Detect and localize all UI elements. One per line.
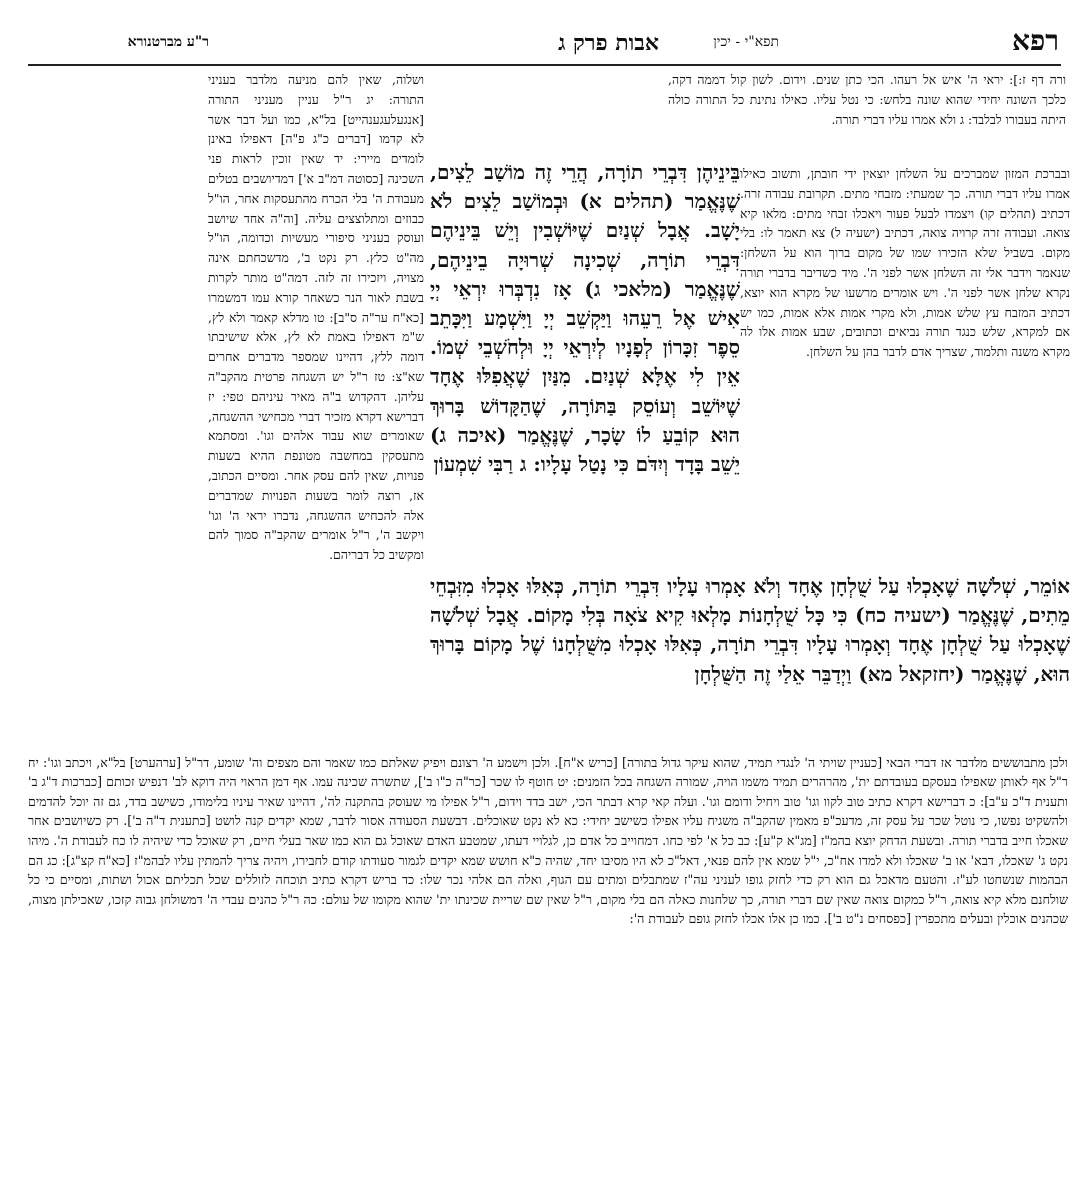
mishnah-wide	[430, 572, 1070, 740]
mishnah-wide-text: אוֹמֵר, שְׁלֹשָׁה שֶׁאָכְלוּ עַל שֻׁלְחָן אֶחָד וְלֹא אָמְרוּ עָלָיו דִּבְרֵי תוֹרָה, כְּאִלּוּ אָכְלוּ מִזִּבְחֵי מֵתִים, שֶׁנֶּאֱמַר (ישעיה כח) כִּי כָּל שֻׁלְחָנוֹת מָלְאוּ קִיא צֹאָה בְּלִי מָקוֹם. אֲבָל שְׁלֹשָׁה שֶׁאָכְלוּ עַל שֻׁלְחָן אֶחָד וְאָמְרוּ עָלָיו דִּבְרֵי תוֹרָה, כְּאִלּוּ אָכְלוּ מִשֻּׁלְחָנוֹ שֶׁל מָקוֹם בָּרוּךְ הוּא, שֶׁנֶּאֱמַר (יחזקאל מא) וַיְדַבֵּר אֵלַי זֶה הַשֻּׁלְחָן	[430, 574, 1070, 686]
page-title: אבות פרק ג	[558, 30, 659, 56]
bartenura-column	[740, 164, 1070, 571]
bartenura-top-text: ורה דף ז:]: יראי ה' איש אל רעהו. הכי כתן שנים. וידום. לשון קול דממה דקה, כלכך השונה יחידי שהוא שונה בלחש: כי נטל עליו. כאילו נתינת כל התורה כולה היתה בעבורו לבלבד: ג ולא אמרו עליו דברי תורה.	[668, 72, 1066, 127]
footnotes-text: ולכן מתבוששים מלדבר אז דברי הבאי [כעניין שויתי ה' לנגדי תמיד, שהוא עיקר גדול בתורה] [כריש א"ח]. ולכן וישמע ה' רצונם ויפיק שאלתם כמו שאמר והם מצפים וה' שומע, דר"ל [ערהערט] בל"א, ויכתב וגו': יח ר"ל אף לאותן שאפילו בעסקם בעובדתם ית', מהרהרים תמיד משמו הויה, שמורה השגחה בכל הזמנים: יט חוטף לו שכר [כר"ה כ"ו ב'], שתשרה שכינה עמו. אף דמן הראוי היה דוקא לב' דנפיש זכותם [כברכות ד"ג ב' ותענית ד"כ ע"ב]: כ דברישא דקרא כתיב טוב לקוו וגו' טוב ויחיל ודומם וגו'. ועלה קאי קרא דבתר הכי, ישב בדד וידום, ר"ל אפילו מי שעוסק בהתקנה לה', דהיינו שאיר עיניו בלימודו, כשישב בדד, גם זה יוכל להדמים ולהשקיט נפשו, כי נוטל שכר על עסק זה, מדעכ"פ מאמין שהקב"ה משגיח עליו אפילו כשישב יחידי: כא לא נקט שאוכלים. דבשעת הסעודה אסור לדבר, שמא יקדים קנה לושט [כתענית ד"ה ב']. רק כשיושבים אחר שאכלו חייב בדברי תורה. ובשעת הדחק יוצא בהמ"ז [מג"א ק"ע]: כב כל א' לפי כחו. דמחוייב כל אדם כן, לגלויי דעתו, שמטבע האדם שאוכל גם הוא כמו שאר בעלי חיים, רק שאוכל כדי שיהיה לו כח לעבודת ה'. מיהו נקט ג' שאכלו, דבא' או ב' שאכלו ולא למדו אח"כ, י"ל שמא אין להם פנאי, דאל"כ לא היו מסיבו יחד, שהיה כ"א חושש שמא יקדים לגמור סעודתו קודם לחבירו, ויהיה צריך להמתין עליו לבהמ"ז [כא"ח קצ"ג]: כג הם הבהמות שנשחטו לע"ז. והטעם מדאכל גם הוא רק כדי לחזק גופו לעניני עה"ז שמתבלים ומתים עם הגוף, ואלה הם אלהי נכר שלו: כד בריש דקרא כתיב תוכחה לזוללים שכל תכליתם אכול ושתות, ומסיים כי כל שולחנם מלא קיא צואה, ר"ל כמקום צואה שאין שם דברי תורה, כך שלחנות כאלה הם בלי מקום, ר"ל שאין שם שריית שכינתו ית' שהוא מקומו של עולם: כה ר"ל כהנים עבדי ה' דמשולחן גבוה קזכו, שאכילתן מצוה, שכהנים אוכלין ובעלים מתכפרין [כפסחים נ"ט ב']. כמו כן אלו אכלו לחזק גופם לעבודת ה':	[28, 754, 1068, 927]
mishnah-narrow	[430, 158, 740, 568]
bartenura-top	[668, 70, 1066, 160]
mishnah-narrow-text: בֵּינֵיהֶן דִּבְרֵי תוֹרָה, הֲרֵי זֶה מוֹשַׁב לֵצִים, שֶׁנֶּאֱמַר (תהלים א) וּבְמוֹשַׁב לֵצִים לֹא יָשָׁב. אֲבָל שְׁנַיִם שֶׁיּוֹשְׁבִין וְיֵשׁ בֵּינֵיהֶם דִּבְרֵי תוֹרָה, שְׁכִינָה שְׁרוּיָה בֵינֵיהֶם, שֶׁנֶּאֱמַר (מלאכי ג) אָז נִדְבְּרוּ יִרְאֵי יְיָ אִישׁ אֶל רֵעֵהוּ וַיַּקְשֵׁב יְיָ וַיִּשְׁמָע וַיִּכָּתֵב סֵפֶר זִכָּרוֹן לְפָנָיו לְיִרְאֵי יְיָ וּלְחֹשְׁבֵי שְׁמוֹ. אֵין לִי אֶלָּא שְׁנַיִם. מִנַּיִן שֶׁאֲפִלּוּ אֶחָד שֶׁיּוֹשֵׁב וְעוֹסֵק בַּתּוֹרָה, שֶׁהַקָּדוֹשׁ בָּרוּךְ הוּא קוֹבֵעַ לוֹ שָׂכָר, שֶׁנֶּאֱמַר (איכה ג) יֵשֵׁב בָּדָד וְיִדֹּם כִּי נָטַל עָלָיו: ג רַבִּי שִׁמְעוֹן	[430, 160, 740, 477]
header-rule	[28, 64, 1061, 66]
page-number: רפא	[1012, 24, 1059, 57]
tiferet-column-text: ושלוה, שאין להם מניעה מלדבר בעניני התורה: יג ר"ל עניין מעניני התורה [אנגעלעגענהייט] בל"א, כמו ועל דבר אשר לא קדמו [דברים כ"ג פ"ה] דאפילו באינן לומדים מיירי: יד שאין זוכין לראות פני השכינה [כסוטה דמ"ב א'] דמדיושבים בטלים מעבודת ה' בלי הכרח מהתעסקות אחר, הו"ל כבוזים ומתלוצצים עליה. [וה"ה אחד שיושב ועוסק בעניני סיפורי מעשיות וכדומה, הו"ל מה"ט כלץ. רק נקט ב', מדשכחתם אינה מצויה, ויזכירו זה לזה. דמה"ט מותר לקרות בשבת לאור הנר כשאחר קורא עמו דמשמרו [כא"ח ער"ה ס"ב]: טו מדלא קאמר ולא לץ, ש"מ דאפילו באמת לא לץ, אלא שישיבתו דומה ללץ, דהיינו שמספר מדברים אחרים שא"צ: טז ר"ל יש השגחה פרטית מהקב"ה עליהן. דהקדוש ב"ה מאיר עיניהם טפי: יז דברישא דקרא מזכיר דברי מכחישי ההשגחה, שאומרים שוא עבוד אלהים וגו'. ומסתמא מתעסקין במחשבה מטונפת ההיא בשעות פנויות, שאין להם עסק אחר. ומסיים הכתוב, אז, רוצה לומר בשעות הפנויות שמדברים אלה להכחיש ההשגחה, נדברו יראי ה' וגו' ויקשב ה', ר"ל אומרים שהקב"ה סמוך להם ומקשיב כל דבריהם.	[208, 72, 424, 563]
tiferet-column	[208, 70, 424, 730]
commentary-title: ר"ע מברטנורא	[127, 34, 209, 50]
bartenura-column-text: ובברכת המזון שמברכים על השלחן יוצאין ידי חובתן, ותשוב כאילו אמרו עליו דברי תורה. כך שמעתי: מזבחי מתים. תקרובת עבודה זרה. דכתיב (תהלים קו) ויצמדו לבעל פעור ויאכלו זבחי מתים: מלאו קיא צואה. ועבודה זרה קרויה צואה, דכתיב (ישעיה ל) צא תאמר לו: בלי מקום. בשביל שלא הזכירו שמו של מקום ברוך הוא על השלחן: שנאמר וידבר אלי זה השלחן אשר לפני ה'. מיד כשדיבר בדברי תורה נקרא שלחן אשר לפני ה'. ויש אומרים מרשעו של מקרא הוא יוצא, דכתיב המזבח עץ שלש אמות, ולא מקרי אמות אלא אמות, כמו יש אם למקרא, שלש כנגד תורה נביאים וכתובים, שבע אמות אלו לה מקרא משנה ותלמוד, שצריך אדם לדבר בהן על השלחן.	[740, 166, 1070, 360]
footnotes-block	[28, 740, 1068, 1120]
page-range: תפא"י - יכין	[713, 34, 779, 50]
